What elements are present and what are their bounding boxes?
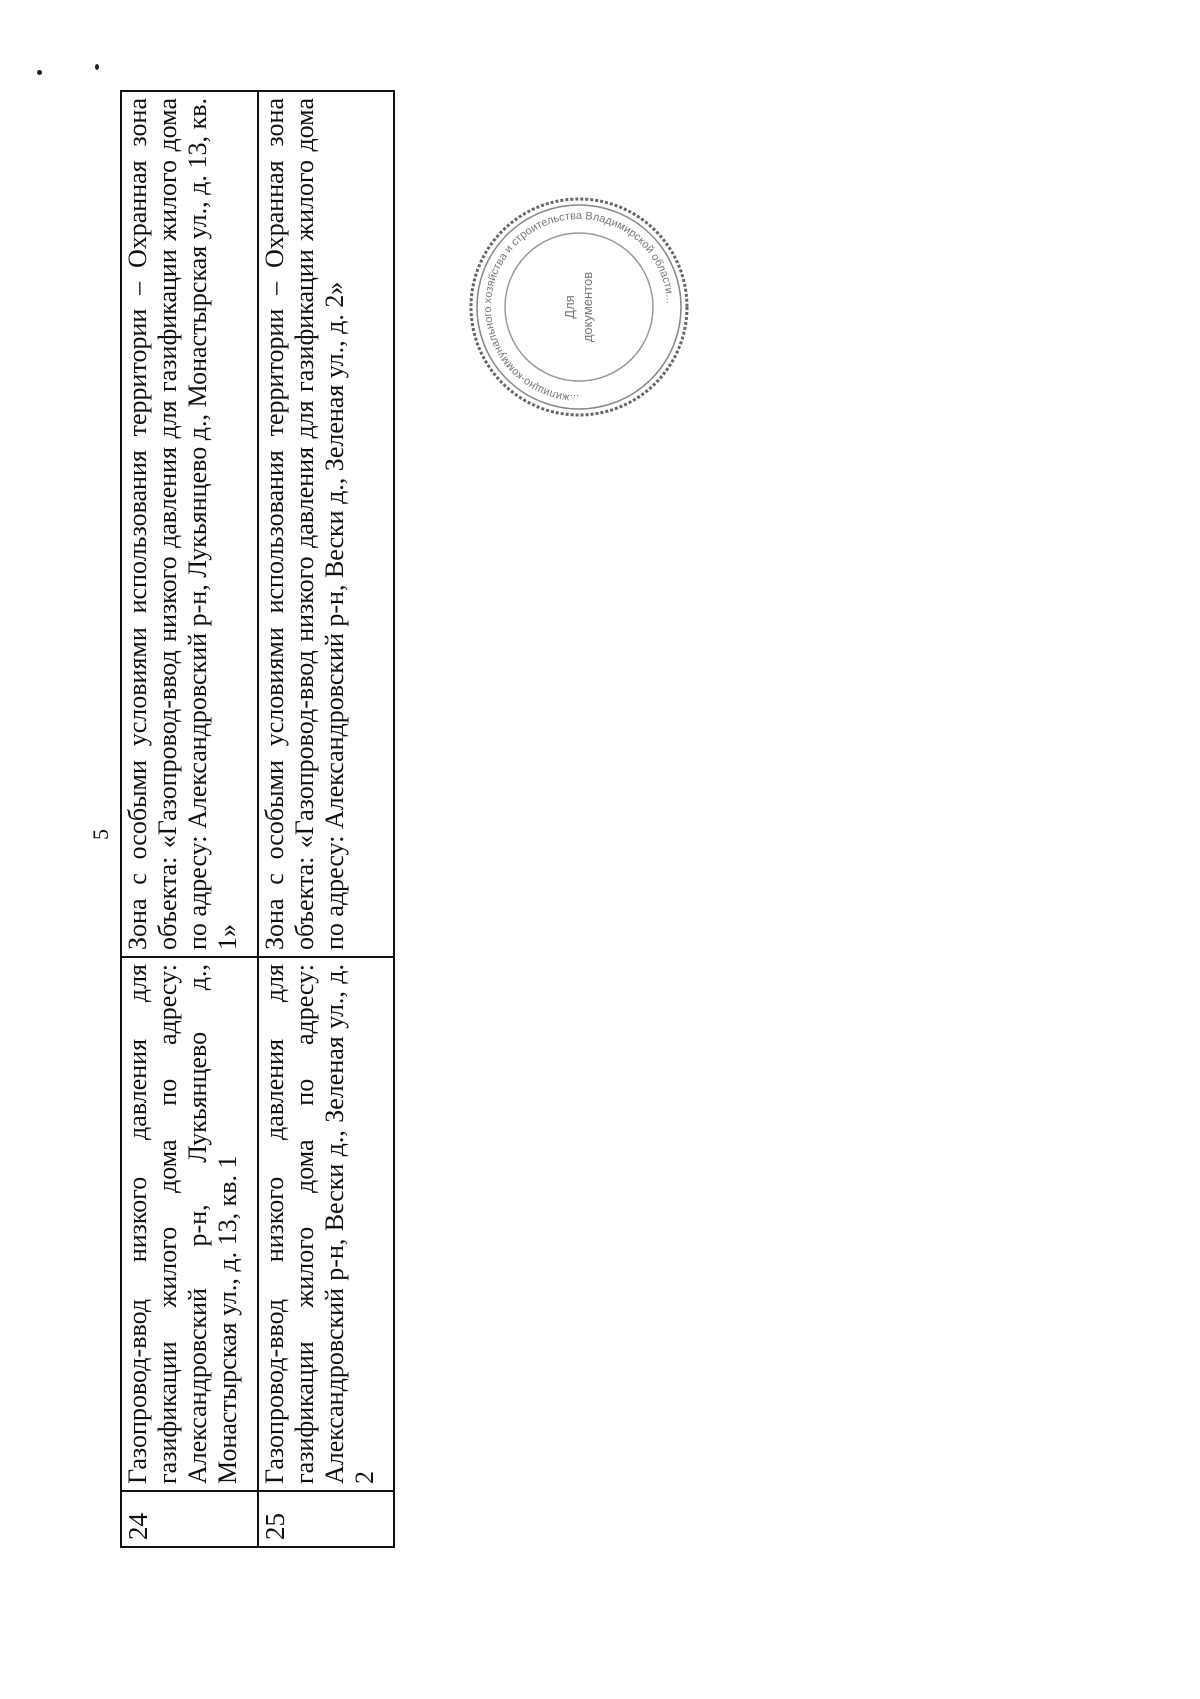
row-number: 24 [121, 1491, 258, 1547]
stamp-center-line2: документов [580, 271, 595, 343]
scan-mark [95, 64, 99, 70]
table-row [258, 91, 395, 1547]
official-stamp [466, 194, 692, 420]
scan-mark [37, 70, 42, 75]
svg-text:...жилищно-коммунального хозяй [482, 210, 676, 404]
page-number: 5 [88, 829, 113, 840]
table-row [121, 91, 258, 1547]
zone-cell: Зона с особыми условиями использования территории – Охранная зона объекта: «Газопровод-ввод низкого давления для газификации жилого дома по адресу: Александровский р-н, Лукьянцево д., Монастырская ул., д. 13, кв. 1» [121, 91, 258, 957]
document-table [120, 90, 395, 1548]
stamp-center-line1: Для [562, 295, 577, 319]
object-cell: Газопровод-ввод низкого давления для газификации жилого дома по адресу: Александровский р-н, Лукьянцево д., Монастырская ул., д. 13, кв. 1 [121, 957, 258, 1491]
object-cell: Газопровод-ввод низкого давления для газификации жилого дома по адресу: Александровский р-н, Вески д., Зеленая ул., д. 2 [258, 957, 395, 1491]
row-number: 25 [258, 1491, 395, 1547]
zone-cell: Зона с особыми условиями использования территории – Охранная зона объекта: «Газопровод-ввод низкого давления для газификации жилого дома по адресу: Александровский р-н, Вески д., Зеленая ул., д. 2» [258, 91, 395, 957]
stamp-ring-text: ...жилищно-коммунального хозяйства и строительства Владимирской области... [481, 209, 676, 405]
document-table-rotated [120, 90, 395, 1548]
stamp-seal-icon [466, 194, 692, 420]
